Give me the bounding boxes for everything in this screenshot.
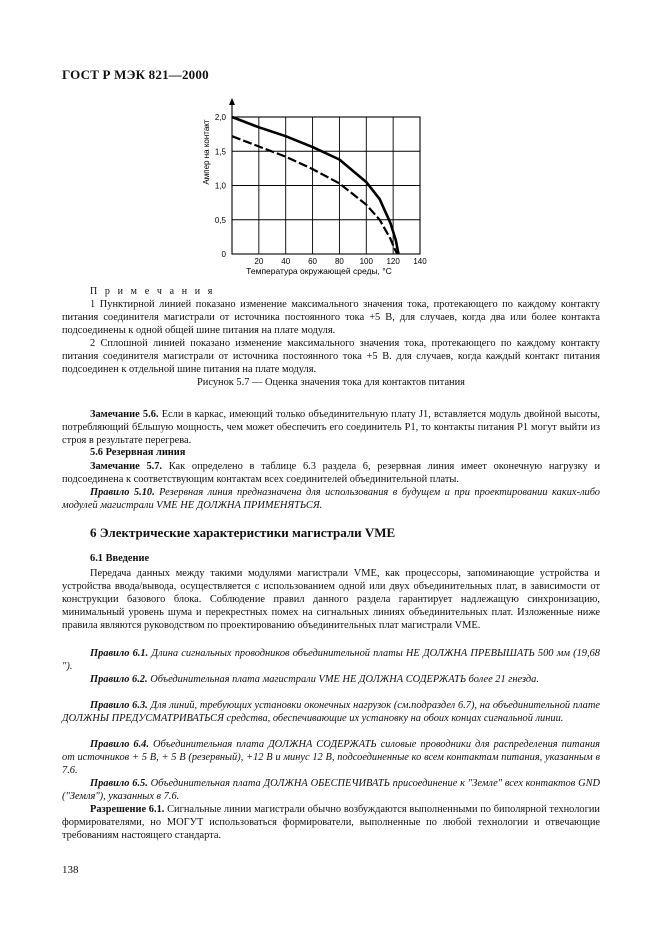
rule-5-10-text: Резервная линия предназначена для использования в будущем и при проектировании каких-либо модулей магистрали VME НЕ ДОЛЖНА ПРИМЕНЯТЬСЯ.: [62, 487, 600, 511]
section-5-6-title: 5.6 Резервная линия: [90, 447, 186, 458]
remark-5-6-text: Если в каркас, имеющий только объединительную плату J1, вставляется модуль двойной высоты, потребляющий б£льшую мощность, чем может обеспечить его соединитель Р1, то контакты питания Р1 могут выйти из строя в результате перегрева.: [62, 409, 600, 446]
intro-paragraph: Передача данных между такими модулями магистрали VME, как процессоры, запоминающие устройства и устройства ввода/вывода, осуществляется с использованием одной или двух объединительных плат, в зависимости от конструкции базового блока. Соблюдение правил данного раздела гарантирует надлежащую синхронизацию, минимальный уровень шума и перекрестных помех на сигнальных линиях объединительных плат. Изложенные ниже правила являются руководством по проектированию объединительных плат магистрали VME.: [62, 568, 600, 631]
permission-6-1: [62, 803, 600, 842]
current-derating-chart: [195, 92, 445, 282]
rule-6-3-text: Для линий, требующих установки оконечных нагрузок (см.подраздел 6.7), на объединительной плате ДОЛЖНЫ ПРЕДУСМАТРИВАТЬСЯ средства, обеспечивающие их установку на обоих концах сигнальной линии.: [62, 700, 600, 724]
y-tick-label: 1,0: [214, 181, 226, 191]
rule-6-1: [62, 647, 600, 673]
permission-6-1-label: Разрешение 6.1.: [90, 804, 165, 815]
page-number: 138: [62, 864, 79, 876]
remark-5-7: [62, 460, 600, 486]
remark-5-6-label: Замечание 5.6.: [90, 409, 159, 420]
dashed-series-line: [232, 136, 397, 254]
y-axis-arrow-head: [229, 98, 235, 105]
note-2: 2 Сплошной линией показано изменение максимального значения тока, протекающего по каждому контакту питания соединителя магистрали от источника постоянного тока +5 В. для случаев, когда каждый контакт питания подсоединен к отдельной шине питания на плате модуля.: [62, 338, 600, 375]
rule-6-3: [62, 699, 600, 725]
remark-5-7-label: Замечание 5.7.: [90, 461, 163, 472]
rule-6-5-text: Объединительная плата ДОЛЖНА ОБЕСПЕЧИВАТЬ присоединение к "Земле" всех контактов GND ("Земля"), указанных в 7.6.: [62, 778, 601, 802]
rule-6-1-text: Длина сигнальных проводников объединительной платы НЕ ДОЛЖНА ПРЕВЫШАТЬ 500 мм (19,68 ").: [62, 648, 600, 672]
y-tick-label: 0,5: [214, 215, 226, 225]
x-tick-label: 60: [308, 257, 318, 266]
rule-6-2: [62, 673, 600, 686]
x-axis-label: Температура окружающей среды, °С: [246, 266, 392, 276]
x-tick-label: 120: [386, 257, 400, 266]
rule-6-5-label: Правило 6.5.: [90, 778, 148, 789]
note-1: 1 Пунктирной линией показано изменение максимального значения тока, протекающего по каждому контакту питания соединителя магистрали от источника постоянного тока +5 В, для случаев, когда два или более контакта подсоединены к одной общей шине питания на плате модуля.: [62, 299, 600, 336]
y-tick-label: 2,0: [214, 113, 226, 122]
y-tick-label: 1,5: [214, 147, 226, 157]
rule-6-5: [62, 777, 600, 803]
rule-5-10-label: Правило 5.10.: [90, 487, 155, 498]
y-tick-label: 0: [221, 250, 226, 259]
rule-6-4-text: Объединительная плата ДОЛЖНА СОДЕРЖАТЬ силовые проводники для распределения питания от источников + 5 В, + 5 В (резервный), +12 В и минус 12 В, подсоединенные ко всем контактам питания, указанным в 7.6.: [62, 739, 600, 776]
document-header: ГОСТ Р МЭК 821—2000: [62, 67, 209, 82]
remark-5-7-text: Как определено в таблице 6.3 раздела 6, резервная линия имеет оконечную нагрузку и подсоединена к соответствующим контактам всех соединителей объединительной платы.: [62, 461, 601, 485]
chart-grid: [232, 117, 420, 254]
x-tick-label: 40: [281, 257, 291, 266]
x-tick-label: 80: [334, 257, 344, 266]
rule-6-2-text: Объединительная плата магистрали VME НЕ ДОЛЖНА СОДЕРЖАТЬ более 21 гнезда.: [147, 674, 539, 685]
rule-6-1-label: Правило 6.1.: [90, 648, 149, 659]
section-6-title: 6 Электрические характеристики магистрали VME: [90, 525, 396, 540]
rule-6-3-label: Правило 6.3.: [90, 700, 148, 711]
rule-6-2-label: Правило 6.2.: [90, 674, 148, 685]
section-6-1-title: 6.1 Введение: [90, 553, 150, 564]
rule-5-10: [62, 486, 600, 512]
y-axis-label: Ампер на контакт: [202, 119, 211, 185]
x-tick-label: 100: [359, 257, 373, 266]
rule-6-4: [62, 738, 600, 777]
x-tick-label: 140: [413, 257, 427, 266]
remark-5-6: [62, 408, 600, 447]
x-tick-label: 20: [254, 257, 264, 266]
notes-heading: П р и м е ч а н и я: [90, 286, 216, 297]
rule-6-4-label: Правило 6.4.: [90, 739, 149, 750]
figure-caption: Рисунок 5.7 — Оценка значения тока для контактов питания: [197, 377, 465, 388]
permission-6-1-text: Сигнальные линии магистрали обычно возбуждаются выполненными по биполярной технологии формирователями, но МОГУТ использоваться формирователи, выполненные по любой технологии и отвечающие требованиям настоящего стандарта.: [62, 804, 600, 841]
